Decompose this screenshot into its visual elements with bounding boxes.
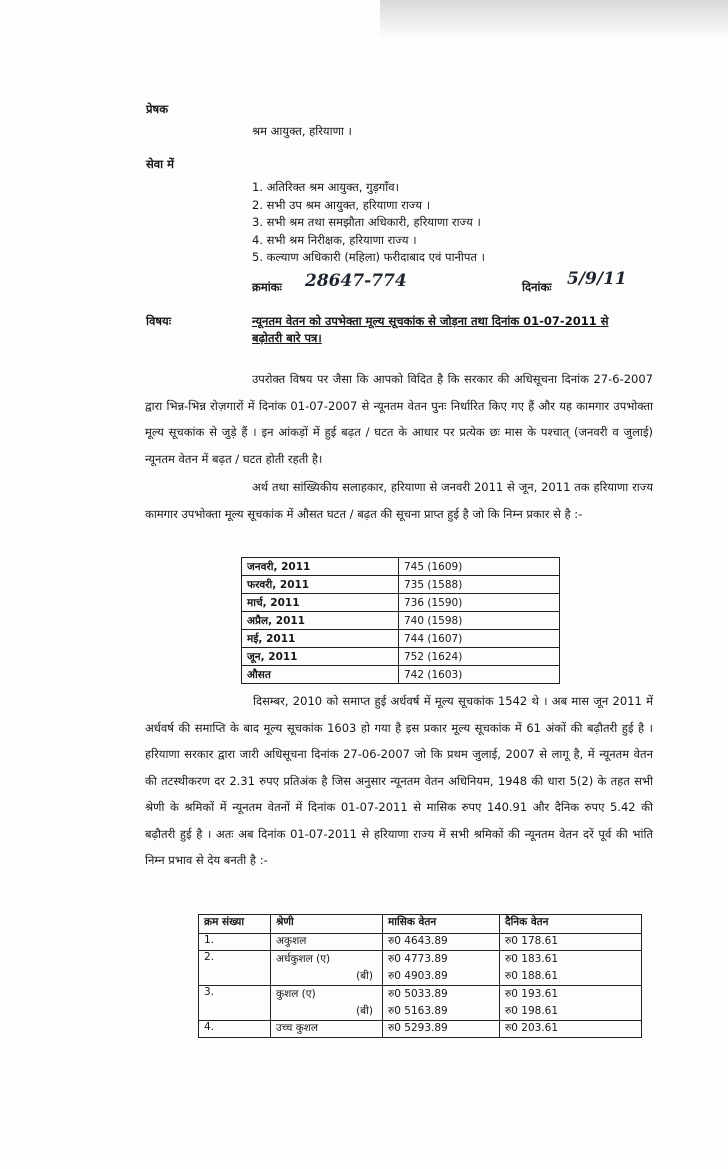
daily-grade-b: रु0 188.61 (505, 970, 559, 982)
category-grade-a: अर्धकुशल (ए) (276, 953, 331, 965)
table-row (199, 986, 642, 1021)
month-cell: मार्च, 2011 (242, 594, 399, 612)
recipient-4: 4. सभी श्रम निरीक्षक, हरियाणा राज्य । (252, 233, 417, 247)
category-grade-b: (बी) (356, 1005, 373, 1017)
daily-grade-b: रु0 198.61 (505, 1005, 559, 1017)
ref-number-label: क्रमांकः (252, 280, 282, 294)
serial-cell: 4. (199, 1021, 271, 1038)
sender-label: प्रेषक (146, 102, 169, 116)
date-label: दिनांकः (522, 280, 552, 294)
index-cell: 742 (1603) (399, 666, 560, 684)
index-cell: 736 (1590) (399, 594, 560, 612)
monthly-grade-b: रु0 4903.89 (388, 970, 448, 982)
subject-label: विषयः (146, 314, 172, 328)
table-row (199, 1021, 642, 1038)
month-cell: जनवरी, 2011 (242, 558, 399, 576)
table-row (199, 934, 642, 951)
category-cell: अकुशल (271, 934, 383, 951)
table-row (199, 951, 642, 986)
table-row (242, 576, 560, 594)
category-cell (271, 951, 383, 986)
paragraph-1: उपरोक्त विषय पर जैसा कि आपको विदित है कि सरकार की अधिसूचना दिनांक 27-6-2007 द्वारा भिन्न-भिन्न रोज़गारों में दिनांक 01-07-2007 से न्यूनतम वेतन पुनः निर्धारित किए गए हैं और यह कामगार उपभोक्ता मूल्य सूचकांक से जुड़े हैं । इन आंकड़ों में हुई बढ़त / घटत के आधार पर प्रत्येक छः मास के पश्चात् (जनवरी व जुलाई) न्यूनतम वेतन में बढ़त / घटत होती रहती है। (145, 372, 653, 466)
serial-cell: 3. (199, 986, 271, 1021)
table-row (242, 612, 560, 630)
table-header-row (199, 915, 642, 934)
monthly-grade-a: रु0 5033.89 (388, 988, 448, 1000)
recipient-3: 3. सभी श्रम तथा समझौता अधिकारी, हरियाणा राज्य । (252, 215, 481, 229)
table-row (242, 630, 560, 648)
recipient-5: 5. कल्याण अधिकारी (महिला) फरीदाबाद एवं पानीपत । (252, 250, 486, 264)
table-row (242, 594, 560, 612)
category-grade-a: कुशल (ए) (276, 988, 316, 1000)
month-cell: फरवरी, 2011 (242, 576, 399, 594)
daily-grade-a: रु0 193.61 (505, 988, 559, 1000)
price-index-table (241, 557, 560, 684)
index-cell: 752 (1624) (399, 648, 560, 666)
monthly-grade-b: रु0 5163.89 (388, 1005, 448, 1017)
category-grade-b: (बी) (356, 970, 373, 982)
daily-cell (500, 951, 642, 986)
table-row (242, 648, 560, 666)
paragraph-2: अर्थ तथा सांख्यिकीय सलाहकार, हरियाणा से जनवरी 2011 से जून, 2011 तक हरियाणा राज्य कामगार उपभोक्ता मूल्य सूचकांक में औसत घटत / बढ़त की सूचना प्राप्त हुई है जो कि निम्न प्रकार से है :- (145, 480, 653, 521)
subject-line-2: बढ़ोतरी बारे पत्र। (252, 331, 322, 345)
serial-cell: 2. (199, 951, 271, 986)
daily-grade-a: रु0 183.61 (505, 953, 559, 965)
ref-number-handwritten: 28647-774 (305, 271, 407, 291)
header-monthly-wage: मासिक वेतन (383, 915, 500, 934)
date-handwritten: 5/9/11 (567, 269, 627, 289)
recipient-2: 2. सभी उप श्रम आयुक्त, हरियाणा राज्य । (252, 198, 431, 212)
minimum-wage-table (198, 914, 642, 1038)
header-category: श्रेणी (271, 915, 383, 934)
scan-shadow (380, 0, 728, 38)
category-cell (271, 986, 383, 1021)
monthly-cell: रु0 5293.89 (383, 1021, 500, 1038)
table-row (242, 558, 560, 576)
daily-cell: रु0 203.61 (500, 1021, 642, 1038)
subject-line-1: न्यूनतम वेतन को उपभेक्ता मूल्य सूचकांक से जोड़ना तथा दिनांक 01-07-2011 से (252, 314, 609, 328)
category-cell: उच्च कुशल (271, 1021, 383, 1038)
serial-cell: 1. (199, 934, 271, 951)
header-daily-wage: दैनिक वेतन (500, 915, 642, 934)
paragraph-3: दिसम्बर, 2010 को समाप्त हुई अर्धवर्ष में मूल्य सूचकांक 1542 थे । अब मास जून 2011 में अर्धवर्ष की समाप्ति के बाद मूल्य सूचकांक 1603 हो गया है इस प्रकार मूल्य सूचकांक में 61 अंकों की बढ़ौतरी हुई है । हरियाणा सरकार द्वारा जारी अधिसूचना दिनांक 27-06-2007 जो कि प्रथम जुलाई, 2007 से लागू है, में न्यूनतम वेतन की तटस्थीकरण दर 2.31 रुपए प्रतिअंक है जिस अनुसार न्यूनतम वेतन अधिनियम, 1948 की धारा 5(2) के तहत सभी श्रेणी के श्रमिकों में न्यूनतम वेतनों में दिनांक 01-07-2011 से मासिक रुपए 140.91 और दैनिक रुपए 5.42 की बढ़ौतरी हुई है । अतः अब दिनांक 01-07-2011 से हरियाणा राज्य में सभी श्रमिकों की न्यूनतम वेतन दरें पूर्व की भांति निम्न प्रभाव से देय बनती है :- (145, 694, 653, 867)
month-cell: औसत (242, 666, 399, 684)
monthly-cell: रु0 4643.89 (383, 934, 500, 951)
sender: श्रम आयुक्त, हरियाणा । (252, 124, 352, 138)
index-cell: 735 (1588) (399, 576, 560, 594)
index-cell: 744 (1607) (399, 630, 560, 648)
monthly-cell (383, 951, 500, 986)
index-cell: 745 (1609) (399, 558, 560, 576)
month-cell: अप्रैल, 2011 (242, 612, 399, 630)
recipient-1: 1. अतिरिक्त श्रम आयुक्त, गुड़गाँव। (252, 180, 399, 194)
table-row (242, 666, 560, 684)
index-cell: 740 (1598) (399, 612, 560, 630)
month-cell: मई, 2011 (242, 630, 399, 648)
month-cell: जून, 2011 (242, 648, 399, 666)
monthly-grade-a: रु0 4773.89 (388, 953, 448, 965)
to-label: सेवा में (146, 157, 175, 171)
header-serial: क्रम संख्या (199, 915, 271, 934)
daily-cell (500, 986, 642, 1021)
daily-cell: रु0 178.61 (500, 934, 642, 951)
monthly-cell (383, 986, 500, 1021)
